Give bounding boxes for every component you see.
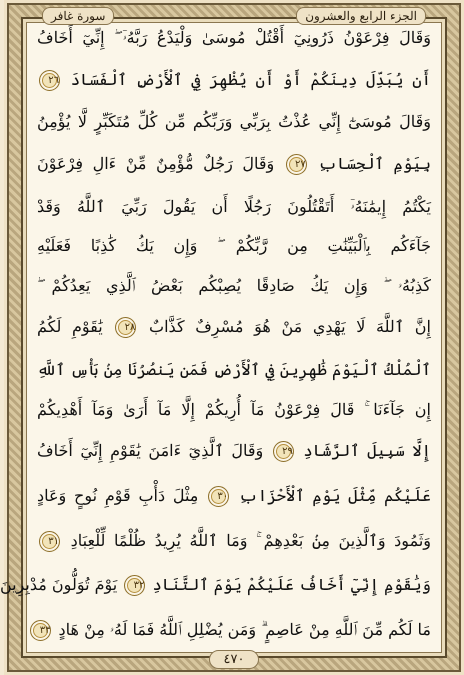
verse-segment: وَثَمُودَ وَٱلَّذِينَ مِنۢ بَعْدِهِمْ ۚ وَمَا ٱللَّهُ يُرِيدُ ظُلْمًا لِّلْعِبَادِ <box>70 530 431 550</box>
verse-segment: جَآءَكُم بِٱلْبَيِّنَٰتِ مِن رَّبِّكُمْ ۖ وَإِن يَكُ كَٰذِبًا فَعَلَيْهِ <box>37 236 431 256</box>
verse-segment: ٱلْمُلْكُ ٱلْيَوْمَ ظَٰهِرِينَ فِي ٱلْأَرْضِ فَمَن يَنصُرُنَا مِنۢ بَأْسِ ٱللَّهِ <box>37 360 431 380</box>
page-number: ٤٧٠ <box>209 650 260 669</box>
text-line <box>37 70 431 91</box>
juz-title: الجزء الرابع والعشرون <box>296 7 426 25</box>
ayah-number-marker: ٣٢ <box>124 575 145 596</box>
text-line <box>37 154 431 175</box>
verse-segment: وَقَالَ فِرْعَوْنُ ذَرُونِيٓ أَقْتُلْ مُوسَىٰ وَلْيَدْعُ رَبَّهُۥٓ ۖ إِنِّيٓ أَخَافُ <box>37 28 431 47</box>
text-line <box>37 620 431 641</box>
text-line <box>37 362 431 378</box>
verse-segment: يَٰقَوْمِ لَكُمُ <box>37 317 103 337</box>
surah-title: سورة غافر <box>42 7 114 25</box>
text-line <box>37 317 431 338</box>
verse-text <box>0 24 439 647</box>
verse-segment: وَقَالَ ٱلَّذِيٓ ءَامَنَ يَٰقَوْمِ إِنِّيٓ أَخَافُ <box>37 441 264 461</box>
text-line <box>37 238 431 254</box>
verse-segment: عَلَيْكُم مِّثْلَ يَوْمِ ٱلْأَحْزَابِ <box>238 486 431 506</box>
text-line <box>37 114 431 130</box>
text-line <box>37 30 431 46</box>
ayah-number-marker: ٢٨ <box>115 317 136 338</box>
verse-segment: أَن يُبَدِّلَ دِينَكُمْ أَوْ أَن يُظْهِرَ فِي ٱلْأَرْضِ ٱلْفَسَادَ <box>70 69 432 89</box>
verse-segment: إِن جَآءَنَا ۚ قَالَ فِرْعَوْنُ مَآ أُرِيكُمْ إِلَّا مَآ أَرَىٰ وَمَآ أَهْدِيكُمْ <box>37 399 431 419</box>
verse-segment: يَكْتُمُ إِيمَٰنَهُۥٓ أَتَقْتُلُونَ رَجُلًا أَن يَقُولَ رَبِّيَ ٱللَّهُ وَقَدْ <box>37 196 431 216</box>
text-line <box>37 486 431 507</box>
text-line <box>37 275 432 295</box>
verse-segment: إِلَّا سَبِيلَ ٱلرَّشَادِ <box>303 441 432 461</box>
text-line <box>37 441 431 462</box>
verse-segment: مِثْلَ دَأْبِ قَوْمِ نُوحٍ وَعَادٍ <box>37 486 199 506</box>
ayah-number-marker: ٢٧ <box>286 154 307 175</box>
ayah-number-marker: ٣١ <box>39 531 60 552</box>
page-footer <box>4 647 464 671</box>
text-line <box>37 196 431 216</box>
ayah-number-marker: ٢٦ <box>39 70 60 91</box>
verse-segment: بِيَوْمِ ٱلْحِسَابِ <box>318 153 432 173</box>
ayah-number-marker: ٣٣ <box>30 620 51 641</box>
ayah-number-marker: ٢٩ <box>273 441 294 462</box>
verse-segment: مَا لَكُم مِّنَ ٱللَّهِ مِنْ عَاصِمٍ ۗ وَمَن يُضْلِلِ ٱللَّهُ فَمَا لَهُۥ مِنْ هَادٍ <box>58 619 431 639</box>
verse-segment: يَوْمَ تُوَلُّونَ مُدْبِرِينَ <box>0 575 118 595</box>
verse-segment: إِنَّ ٱللَّهَ لَا يَهْدِي مَنْ هُوَ مُسْرِفٌ كَذَّابٌ <box>149 317 432 337</box>
text-line <box>37 531 431 552</box>
verse-segment: كَذِبُهُۥ ۖ وَإِن يَكُ صَادِقًا يُصِبْكُم بَعْضُ ٱلَّذِي يَعِدُكُمْ ۖ <box>37 275 432 295</box>
verse-segment: وَيَٰقَوْمِ إِنِّيٓ أَخَافُ عَلَيْكُمْ يَوْمَ ٱلتَّنَادِ <box>152 575 431 595</box>
text-line <box>0 575 431 596</box>
verse-segment: وَقَالَ مُوسَىٰٓ إِنِّي عُذْتُ بِرَبِّي وَرَبِّكُم مِّن كُلِّ مُتَكَبِّرٍ لَّا يُؤْمِنُ <box>37 112 431 132</box>
verse-segment: وَقَالَ رَجُلٌ مُّؤْمِنٌ مِّنْ ءَالِ فِرْعَوْنَ <box>37 153 275 173</box>
ayah-number-marker: ٣٠ <box>208 486 229 507</box>
text-line <box>37 399 431 419</box>
